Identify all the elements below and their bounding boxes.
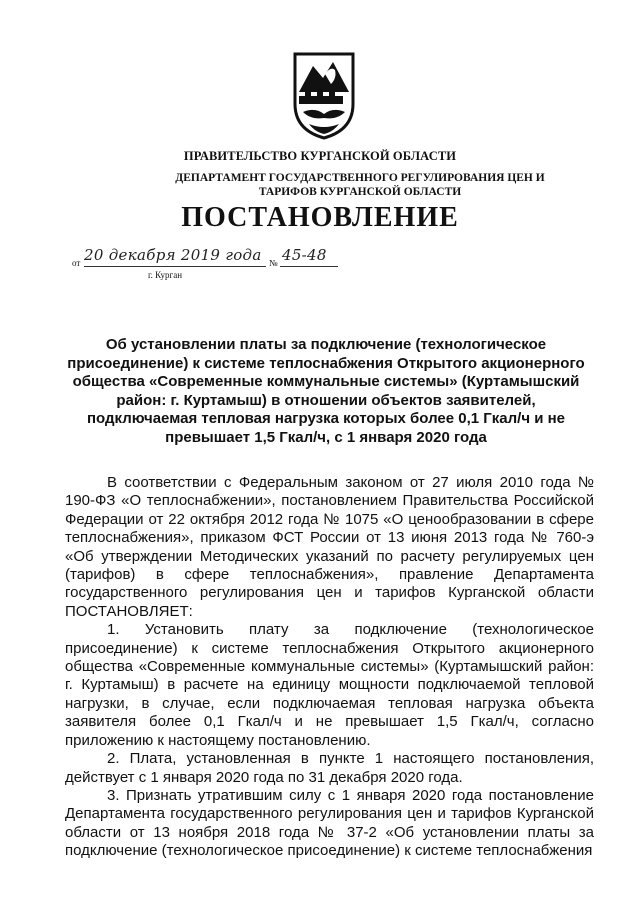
- resolution-body: [65, 474, 594, 861]
- coat-of-arms-emblem: [293, 52, 355, 140]
- document-type-title: ПОСТАНОВЛЕНИЕ: [181, 202, 459, 233]
- from-label: от: [72, 258, 81, 268]
- preamble-paragraph: В соответствии с Федеральным законом от 27 июля 2010 года № 190-ФЗ «О теплоснабжении», постановлением Правительства Российской Федерации от 22 октября 2012 года № 1075 «О ценообразовании в сфере теплоснабжения», приказом ФСТ России от 13 июня 2013 года № 760-э «Об утверждении Методических указаний по расчету регулируемых цен (тарифов) в сфере теплоснабжения», правление Департамента государственного регулирования цен и тарифов Курганской области ПОСТАНОВЛЯЕТ:: [65, 474, 594, 620]
- item-3-paragraph: 3. Признать утратившим силу с 1 января 2020 года постановление Департамента государственного регулирования цен и тарифов Курганской области от 13 ноября 2018 года № 37-2 «Об установлении платы за подключение (технологическое присоединение) к системе теплоснабжения: [65, 786, 594, 860]
- date-underline: [84, 266, 266, 267]
- city-label: г. Курган: [148, 270, 183, 280]
- item-1-paragraph: 1. Установить плату за подключение (технологическое присоединение) к системе теплоснабжения Открытого акционерного общества «Современные коммунальные системы» (Куртамышский район: г. Куртамыш) в расчете на единицу мощности подключаемой тепловой нагрузки, в случае, если подключаемая тепловая нагрузка объекта заявителя более 0,1 Гкал/ч и не превышает 1,5 Гкал/ч, согласно приложению к настоящему постановлению.: [65, 621, 594, 749]
- government-title: ПРАВИТЕЛЬСТВО КУРГАНСКОЙ ОБЛАСТИ: [183, 149, 457, 163]
- department-title: ДЕПАРТАМЕНТ ГОСУДАРСТВЕННОГО РЕГУЛИРОВАНИЯ ЦЕН И ТАРИФОВ КУРГАНСКОЙ ОБЛАСТИ: [175, 172, 545, 198]
- handwritten-number: 45-48: [282, 246, 327, 264]
- item-2-paragraph: 2. Плата, установленная в пункте 1 настоящего постановления, действует с 1 января 2020 года по 31 декабря 2020 года.: [65, 750, 594, 786]
- number-label: №: [269, 258, 278, 268]
- date-number-block: [72, 244, 372, 288]
- handwritten-date: 20 декабря 2019 года: [84, 246, 262, 264]
- resolution-heading: Об установлении платы за подключение (технологическое присоединение) к системе теплоснабжения Открытого акционерного общества «Современные коммунальные системы» (Куртамышский район: г. Куртамыш) в отношении объектов заявителей, подключаемая тепловая нагрузка которых более 0,1 Гкал/ч и не превышает 1,5 Гкал/ч, с 1 января 2020 года: [67, 336, 585, 446]
- number-underline: [280, 266, 338, 267]
